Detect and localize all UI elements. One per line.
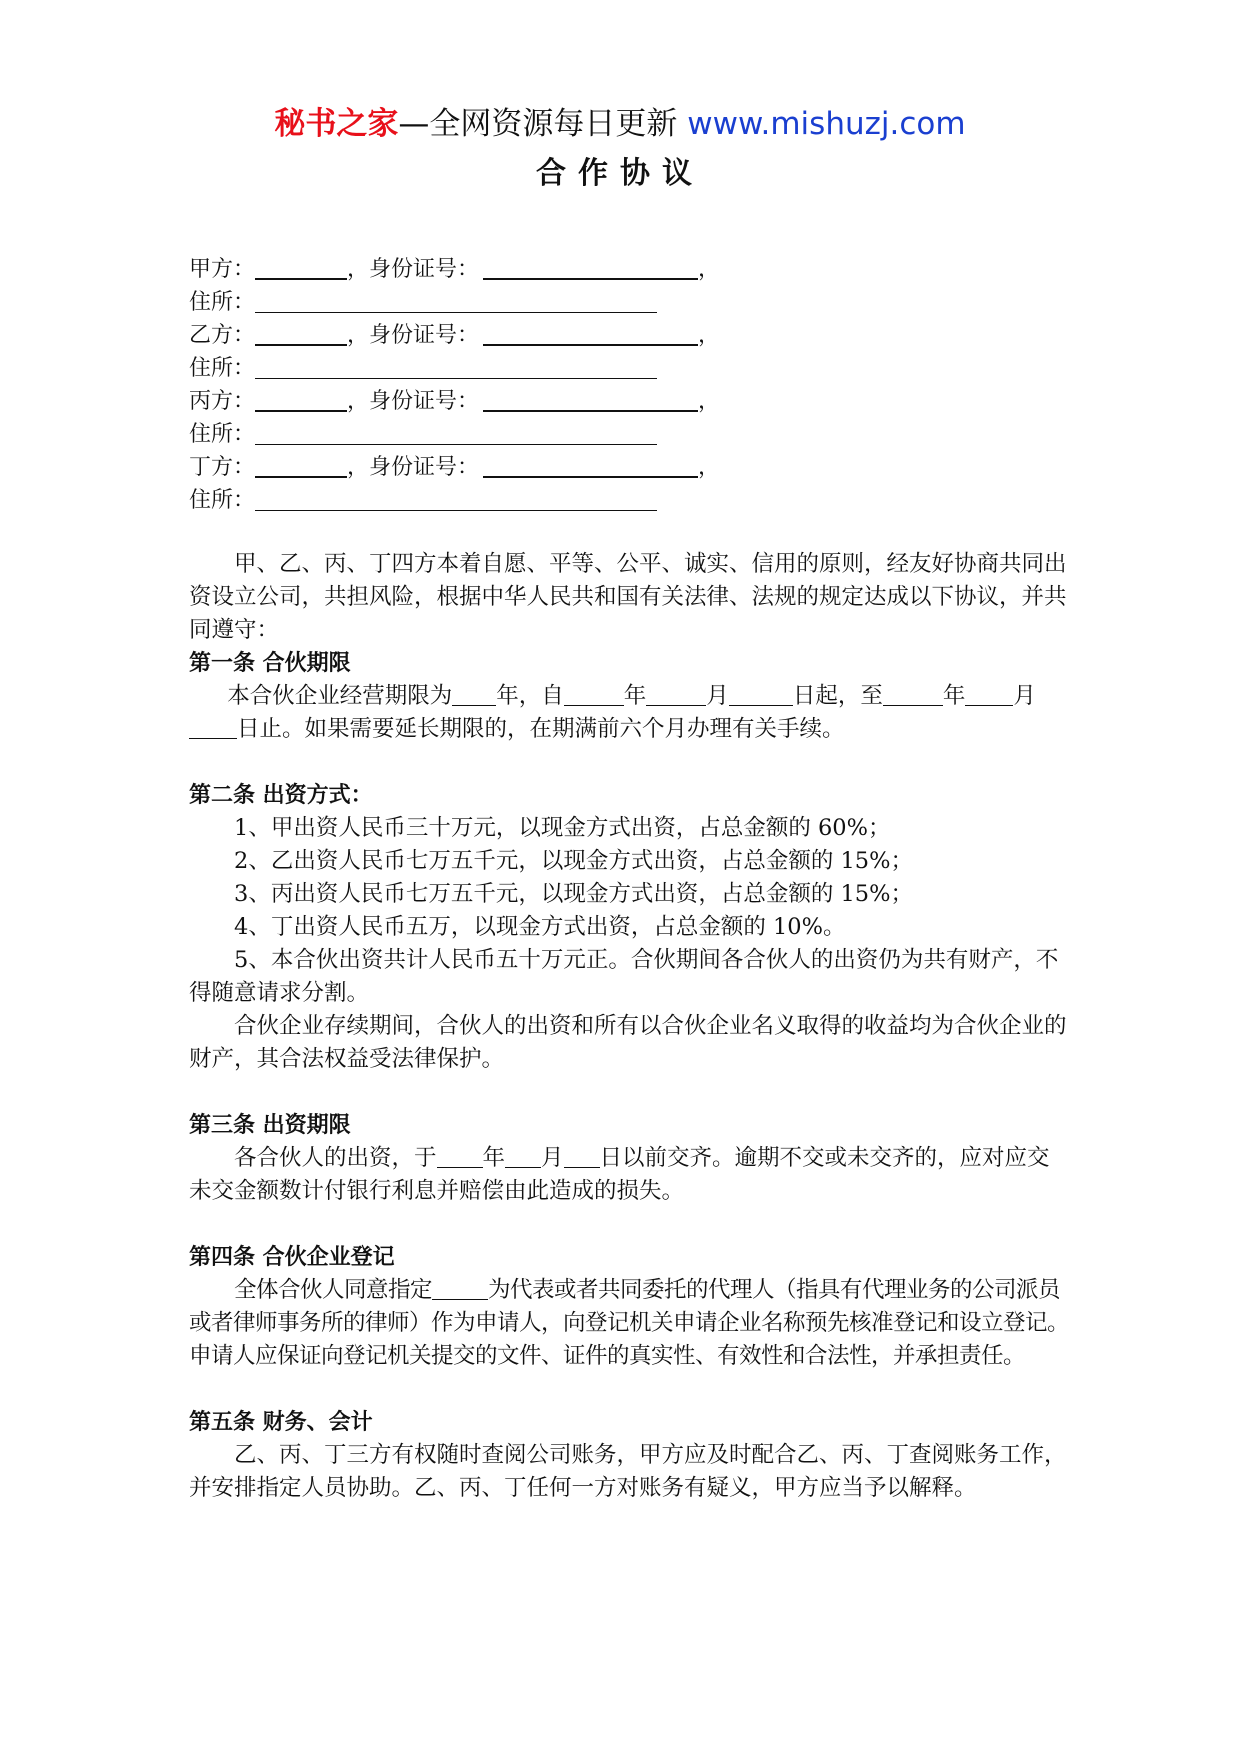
address-blank [255,420,657,445]
art3-text: 日以前交齐。逾期不交或未交齐的，应对应交未交金额数计付银行利息并赔偿由此造成的损失。 [189,1145,1050,1204]
art1-text: 年 [623,683,647,709]
art3-text: 年 [482,1145,506,1171]
party-label: 乙方： [189,323,256,348]
article-4-paragraph [189,1274,1069,1373]
site-banner [0,104,1240,144]
name-blank [255,452,347,478]
art4-text: 全体合伙人同意指定 [234,1277,433,1303]
id-label: ，身份证号： [347,257,480,282]
address-label: 住所： [189,488,256,513]
deadline-day-blank [564,1145,600,1168]
document-title: 合作协议 [536,156,704,191]
article-2-item: 4、丁出资人民币五万，以现金方式出资，占总金额的 10%。 [234,914,846,940]
art1-text: 年 [942,683,966,709]
years-blank [452,683,496,706]
id-blank [483,452,698,478]
name-blank [255,254,347,280]
party-label: 甲方： [189,257,256,282]
party-ding-address-row [189,484,720,517]
party-bing-row [189,385,720,418]
end-day-blank [189,716,237,739]
article-4-heading: 第四条 合伙企业登记 [189,1245,395,1270]
deadline-year-blank [437,1145,483,1168]
row-end: ， [698,257,721,282]
id-label: ，身份证号： [347,323,480,348]
address-blank [255,486,657,511]
party-ding-row [189,451,720,484]
address-label: 住所： [189,422,256,447]
art4-text: 为代表或者共同委托的代理人（指具有代理业务的公司派员或者律师事务所的律师）作为申请人，向登记机关申请企业名称预先核准登记和设立登记。申请人应保证向登记机关提交的文件、证件的真实性、有效性和合法性，并承担责任。 [189,1277,1070,1369]
id-blank [483,386,698,412]
article-3-paragraph [189,1142,1069,1208]
end-year-blank [883,683,943,706]
article-1-heading: 第一条 合伙期限 [189,651,351,676]
agreement-body [189,548,1069,1505]
article-2-paragraph: 合伙企业存续期间，合伙人的出资和所有以合伙企业名义取得的收益均为合伙企业的财产，其合法权益受法律保护。 [189,1013,1067,1072]
article-2-item: 2、乙出资人民币七万五千元，以现金方式出资，占总金额的 15%； [234,848,913,874]
banner-brand: 秘书之家 [274,106,399,142]
spacer [189,1208,1069,1241]
art1-text: 年，自 [496,683,564,709]
party-yi-row [189,319,720,352]
article-2-item: 1、甲出资人民币三十万元，以现金方式出资，占总金额的 60%； [234,815,891,841]
art1-text: 日起，至 [792,683,883,709]
art1-text: 本合伙企业经营期限为 [227,683,453,709]
party-yi-address-row [189,352,720,385]
article-5-paragraph: 乙、丙、丁三方有权随时查阅公司账务，甲方应及时配合乙、丙、丁查阅账务工作，并安排指定人员协助。乙、丙、丁任何一方对账务有疑义，甲方应当予以解释。 [189,1442,1067,1501]
name-blank [255,386,347,412]
representative-blank [432,1277,488,1300]
name-blank [255,320,347,346]
id-blank [483,320,698,346]
spacer [189,1076,1069,1109]
address-blank [255,288,657,313]
preamble-paragraph: 甲、乙、丙、丁四方本着自愿、平等、公平、诚实、信用的原则，经友好协商共同出资设立公司，共担风险，根据中华人民共和国有关法律、法规的规定达成以下协议，并共同遵守： [189,551,1067,643]
start-day-blank [729,683,793,706]
party-label: 丙方： [189,389,256,414]
address-label: 住所： [189,290,256,315]
banner-slogan: —全网资源每日更新 [398,106,678,142]
article-1-paragraph [189,680,1069,746]
start-year-blank [564,683,624,706]
row-end: ， [698,323,721,348]
row-end: ， [698,455,721,480]
party-jia-address-row [189,286,720,319]
address-blank [255,354,657,379]
end-month-blank [965,683,1013,706]
party-label: 丁方： [189,455,256,480]
article-2-heading: 第二条 出资方式： [189,783,373,808]
article-2-item: 3、丙出资人民币七万五千元，以现金方式出资，占总金额的 15%； [234,881,913,907]
art3-text: 月 [541,1145,564,1171]
id-blank [483,254,698,280]
article-5-heading: 第五条 财务、会计 [189,1410,373,1435]
art1-text: 月 [706,683,729,709]
id-label: ，身份证号： [347,455,480,480]
article-3-heading: 第三条 出资期限 [189,1113,351,1138]
article-2-item: 5、本合伙出资共计人民币五十万元正。合伙期间各合伙人的出资仍为共有财产，不得随意请求分割。 [189,947,1059,1006]
deadline-month-blank [505,1145,541,1168]
art1-text: 月 [1013,683,1036,709]
start-month-blank [646,683,706,706]
art1-text: 日止。如果需要延长期限的，在期满前六个月办理有关手续。 [237,716,845,742]
party-info-block [189,253,720,517]
party-bing-address-row [189,418,720,451]
art3-text: 各合伙人的出资，于 [234,1145,437,1171]
spacer [189,746,1069,779]
address-label: 住所： [189,356,256,381]
banner-url-link[interactable]: www.mishuzj.com [687,106,966,142]
party-jia-row [189,253,720,286]
spacer [189,1373,1069,1406]
row-end: ， [698,389,721,414]
id-label: ，身份证号： [347,389,480,414]
